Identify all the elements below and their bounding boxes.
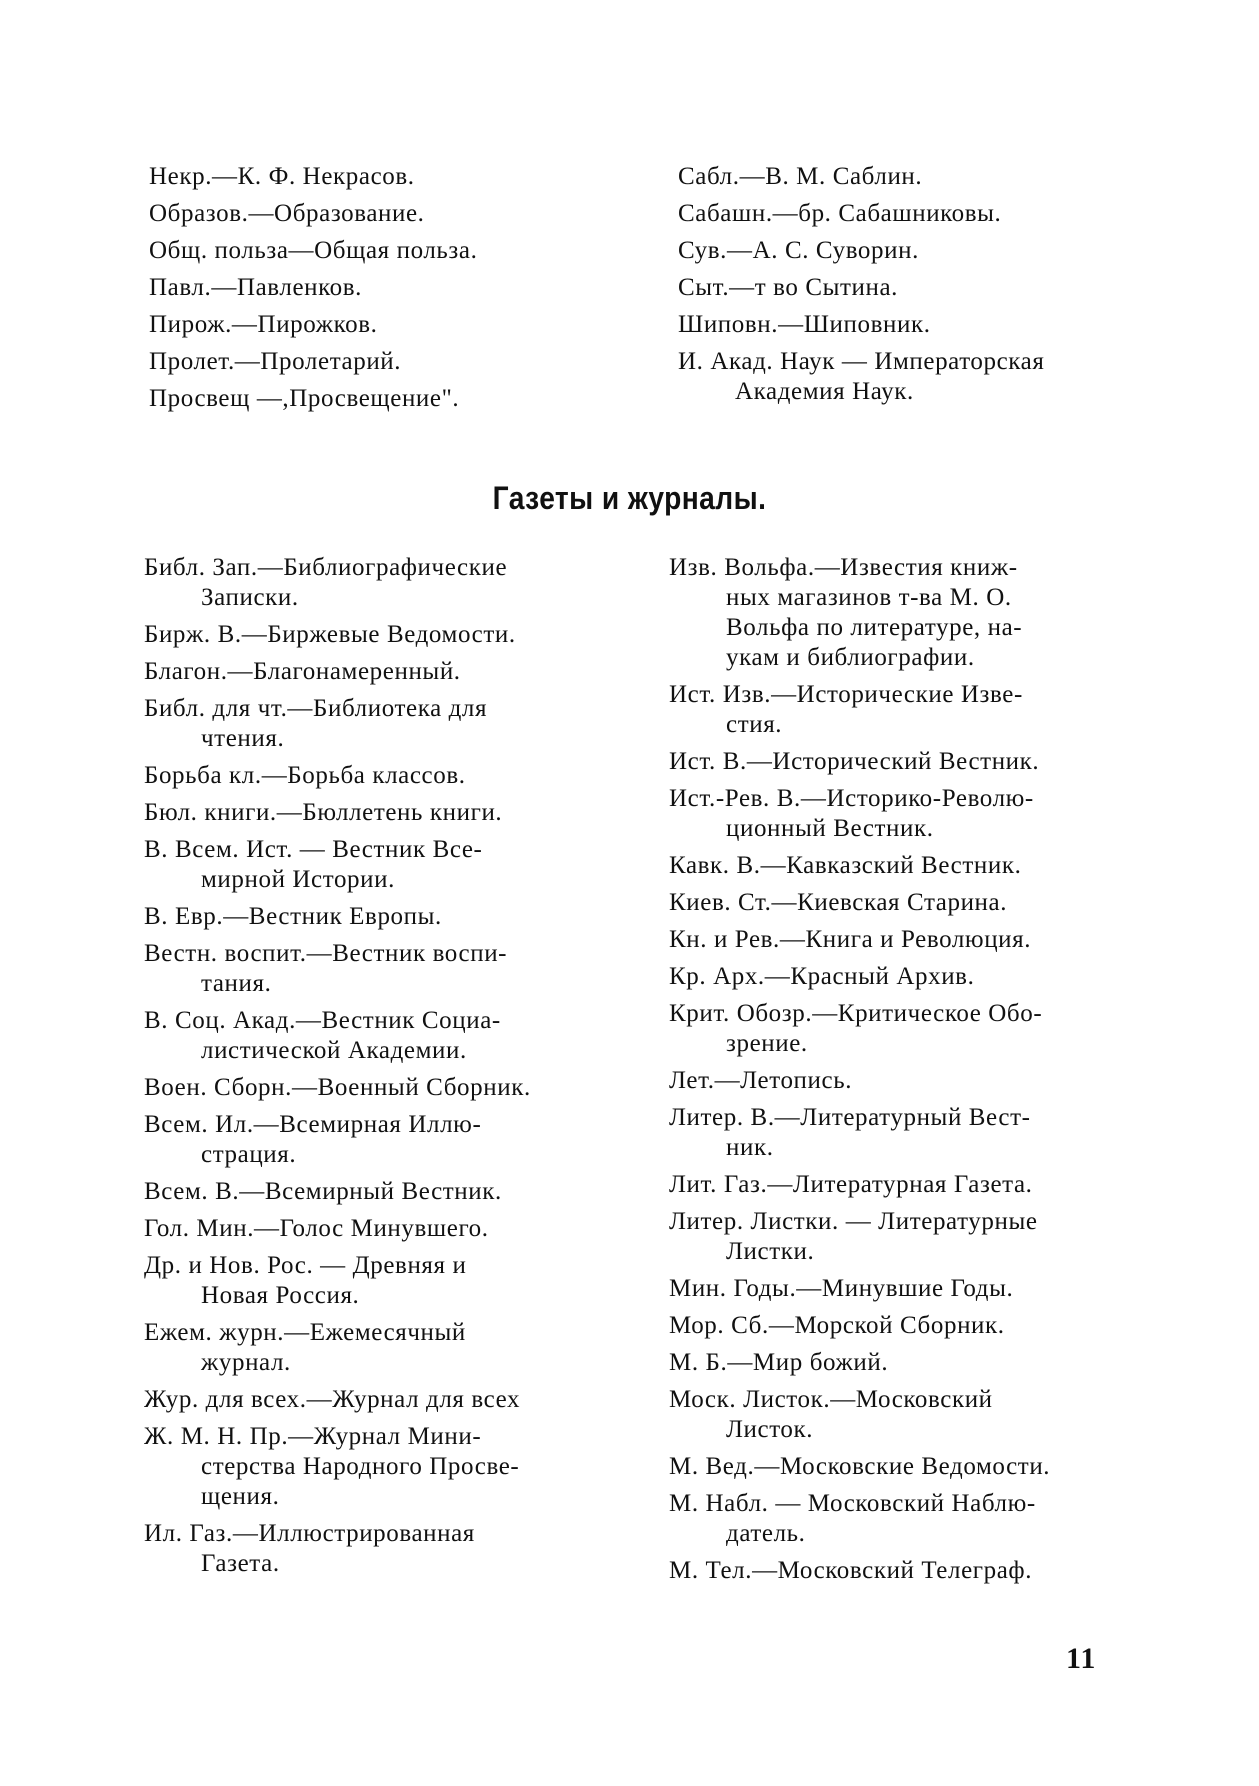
abbreviation-entry — [144, 835, 599, 895]
entry-line: И. Акад. Наук — Императорская — [678, 348, 1045, 375]
entry-line: Жур. для всех.—Журнал для всех — [144, 1386, 521, 1413]
abbreviation-entry — [144, 1006, 599, 1066]
abbreviation-entry — [669, 1207, 1129, 1267]
abbreviation-entry — [669, 1556, 1129, 1586]
entry-line: Сабл.—В. М. Саблин. — [678, 163, 923, 190]
abbreviation-entry — [144, 1385, 599, 1415]
abbreviation-entry — [669, 1066, 1129, 1096]
entry-line: В. Евр.—Вестник Европы. — [144, 903, 442, 930]
entry-line: Ж. М. Н. Пр.—Журнал Мини- — [144, 1423, 482, 1450]
entry-line: Благон.—Благонамеренный. — [144, 658, 461, 685]
abbreviation-entry — [678, 273, 1138, 303]
entry-line: М. Б.—Мир божий. — [669, 1349, 889, 1376]
abbreviation-entry — [144, 657, 599, 687]
entry-line: Кавк. В.—Кавказский Вестник. — [669, 852, 1022, 879]
entry-line: Бирж. В.—Биржевые Ведомости. — [144, 621, 516, 648]
abbreviation-entry — [669, 925, 1129, 955]
entry-line: Ежем. журн.—Ежемесячный — [144, 1319, 466, 1346]
abbreviation-entry — [144, 620, 599, 650]
abbreviation-entry — [149, 236, 569, 266]
abbreviation-entry — [678, 347, 1138, 407]
abbreviation-entry — [144, 553, 599, 613]
entry-line: Ист.-Рев. В.—Историко-Револю- — [669, 785, 1034, 812]
entry-line: Кн. и Рев.—Книга и Революция. — [669, 926, 1032, 953]
abbreviation-entry — [149, 162, 569, 192]
abbreviation-entry — [149, 273, 569, 303]
abbreviation-entry — [144, 1214, 599, 1244]
abbreviation-entry — [144, 902, 599, 932]
entry-continuation-line: Листки. — [726, 1238, 815, 1265]
abbreviation-entry — [144, 1422, 599, 1512]
abbreviation-entry — [669, 1385, 1129, 1445]
entry-line: Ист. Изв.—Исторические Изве- — [669, 681, 1023, 708]
entry-line: В. Соц. Акад.—Вестник Социа- — [144, 1007, 501, 1034]
abbreviation-entry — [669, 999, 1129, 1059]
entry-line: Гол. Мин.—Голос Минувшего. — [144, 1215, 489, 1242]
entry-line: Библ. для чт.—Библиотека для — [144, 695, 488, 722]
abbreviation-entry — [144, 939, 599, 999]
entry-line: Всем. В.—Всемирный Вестник. — [144, 1178, 502, 1205]
abbreviation-entry — [678, 162, 1138, 192]
publishers-column-right — [678, 162, 1138, 414]
entry-continuation-line: Новая Россия. — [201, 1282, 360, 1309]
entry-continuation-line: зрение. — [726, 1030, 808, 1057]
periodicals-column-right — [669, 553, 1129, 1593]
abbreviation-entry — [669, 553, 1129, 673]
entry-continuation-line: чтения. — [201, 725, 285, 752]
entry-continuation-line: Листок. — [726, 1416, 814, 1443]
abbreviation-entry — [669, 747, 1129, 777]
entry-continuation-line: журнал. — [201, 1349, 291, 1376]
entry-continuation-line: укам и библиографии. — [726, 644, 975, 671]
entry-continuation-line: стерства Народного Просве- — [201, 1453, 520, 1480]
entry-line: Ил. Газ.—Иллюстрированная — [144, 1520, 475, 1547]
abbreviation-entry — [144, 1251, 599, 1311]
entry-line: М. Вед.—Московские Ведомости. — [669, 1453, 1051, 1480]
abbreviation-entry — [669, 1489, 1129, 1549]
entry-line: М. Тел.—Московский Телеграф. — [669, 1557, 1033, 1584]
abbreviation-entry — [149, 347, 569, 377]
entry-line: Киев. Ст.—Киевская Старина. — [669, 889, 1008, 916]
entry-line: Шиповн.—Шиповник. — [678, 311, 931, 338]
entry-line: Борьба кл.—Борьба классов. — [144, 762, 466, 789]
entry-continuation-line: страция. — [201, 1141, 297, 1168]
abbreviation-entry — [669, 962, 1129, 992]
abbreviation-entry — [669, 1103, 1129, 1163]
entry-line: Крит. Обозр.—Критическое Обо- — [669, 1000, 1043, 1027]
entry-line: Др. и Нов. Рос. — Древняя и — [144, 1252, 467, 1279]
entry-continuation-line: стия. — [726, 711, 783, 738]
abbreviation-entry — [149, 310, 569, 340]
entry-line: Мин. Годы.—Минувшие Годы. — [669, 1275, 1014, 1302]
entry-continuation-line: щения. — [201, 1483, 280, 1510]
entry-line: Пролет.—Пролетарий. — [149, 348, 402, 375]
entry-continuation-line: мирной Истории. — [201, 866, 395, 893]
entry-line: Лит. Газ.—Литературная Газета. — [669, 1171, 1033, 1198]
entry-continuation-line: Академия Наук. — [735, 378, 914, 405]
entry-continuation-line: ник. — [726, 1134, 774, 1161]
entry-continuation-line: листической Академии. — [201, 1037, 467, 1064]
entry-line: Литер. Листки. — Литературные — [669, 1208, 1038, 1235]
entry-continuation-line: тания. — [201, 970, 272, 997]
abbreviation-entry — [669, 1170, 1129, 1200]
abbreviation-entry — [669, 1274, 1129, 1304]
entry-continuation-line: ных магазинов т-ва М. О. — [726, 584, 1012, 611]
publishers-column-left — [149, 162, 569, 421]
entry-continuation-line: Газета. — [201, 1550, 280, 1577]
abbreviation-entry — [144, 1318, 599, 1378]
abbreviation-entry — [144, 761, 599, 791]
periodicals-column-left — [144, 553, 599, 1586]
entry-line: Воен. Сборн.—Военный Сборник. — [144, 1074, 531, 1101]
abbreviation-entry — [669, 680, 1129, 740]
abbreviation-entry — [144, 798, 599, 828]
abbreviation-entry — [669, 1452, 1129, 1482]
entry-line: Пирож.—Пирожков. — [149, 311, 378, 338]
abbreviation-entry — [144, 1177, 599, 1207]
entry-line: Образов.—Образование. — [149, 200, 425, 227]
abbreviation-entry — [669, 851, 1129, 881]
entry-line: Вестн. воспит.—Вестник воспи- — [144, 940, 508, 967]
entry-line: Сабашн.—бр. Сабашниковы. — [678, 200, 1002, 227]
abbreviation-entry — [669, 1348, 1129, 1378]
entry-line: В. Всем. Ист. — Вестник Все- — [144, 836, 483, 863]
abbreviation-entry — [678, 199, 1138, 229]
abbreviation-entry — [678, 310, 1138, 340]
entry-continuation-line: ционный Вестник. — [726, 815, 934, 842]
entry-line: Некр.—К. Ф. Некрасов. — [149, 163, 415, 190]
entry-continuation-line: датель. — [726, 1520, 806, 1547]
abbreviation-entry — [144, 1519, 599, 1579]
entry-line: Моск. Листок.—Московский — [669, 1386, 993, 1413]
entry-line: Бюл. книги.—Бюллетень книги. — [144, 799, 503, 826]
entry-line: Литер. В.—Литературный Вест- — [669, 1104, 1031, 1131]
page-number: 11 — [1066, 1642, 1097, 1675]
entry-line: Просвещ —,Просвещение". — [149, 385, 460, 412]
entry-line: Всем. Ил.—Всемирная Иллю- — [144, 1111, 482, 1138]
abbreviation-entry — [144, 694, 599, 754]
entry-line: Мор. Сб.—Морской Сборник. — [669, 1312, 1005, 1339]
abbreviation-entry — [669, 1311, 1129, 1341]
entry-line: Библ. Зап.—Библиографические — [144, 554, 508, 581]
abbreviation-entry — [149, 199, 569, 229]
abbreviation-entry — [144, 1110, 599, 1170]
entry-line: Ист. В.—Исторический Вестник. — [669, 748, 1040, 775]
entry-line: Павл.—Павленков. — [149, 274, 362, 301]
entry-line: М. Набл. — Московский Наблю- — [669, 1490, 1036, 1517]
abbreviation-entry — [669, 784, 1129, 844]
entry-line: Лет.—Летопись. — [669, 1067, 853, 1094]
entry-continuation-line: Записки. — [201, 584, 299, 611]
abbreviation-entry — [149, 384, 569, 414]
entry-line: Общ. польза—Общая польза. — [149, 237, 478, 264]
section-title: Газеты и журналы. — [492, 480, 767, 516]
entry-line: Изв. Вольфа.—Известия книж- — [669, 554, 1018, 581]
entry-continuation-line: Вольфа по литературе, на- — [726, 614, 1023, 641]
abbreviation-entry — [678, 236, 1138, 266]
entry-line: Сыт.—т во Сытина. — [678, 274, 899, 301]
abbreviation-entry — [144, 1073, 599, 1103]
abbreviation-entry — [669, 888, 1129, 918]
entry-line: Сув.—А. С. Суворин. — [678, 237, 919, 264]
entry-line: Кр. Арх.—Красный Архив. — [669, 963, 975, 990]
